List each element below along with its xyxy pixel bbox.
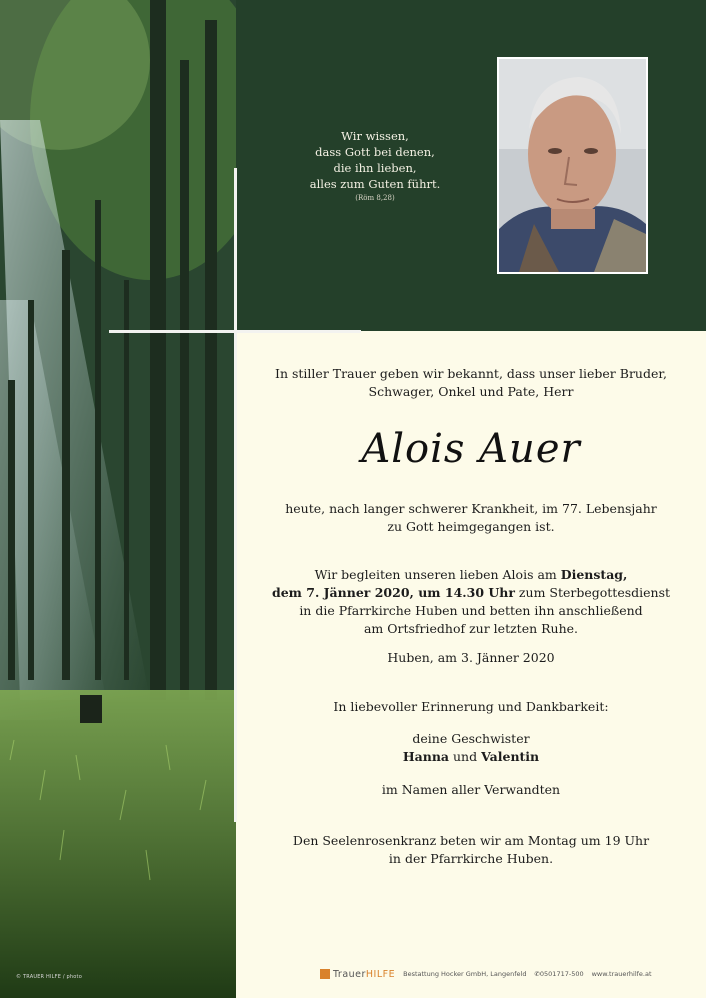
trauerhilfe-logo: [333, 969, 395, 980]
portrait-illustration: [499, 59, 646, 272]
siblings-intro: deine Geschwister: [412, 731, 530, 746]
verse-line: die ihn lieben,: [333, 161, 417, 175]
portrait-frame: [497, 57, 648, 274]
announcement-line: Schwager, Onkel und Pate, Herr: [368, 384, 574, 399]
sibling-name: Valentin: [481, 749, 540, 764]
verse-reference: (Röm 8,28): [355, 194, 395, 202]
website-link[interactable]: www.trauerhilfe.at: [591, 970, 652, 978]
remembrance: In liebevoller Erinnerung und Dankbarkeit:: [333, 699, 609, 714]
announcement: [246, 365, 696, 401]
funeral-day: Dienstag,: [560, 567, 628, 582]
funeral-intro: Wir begleiten unseren lieben Alois am: [314, 567, 561, 582]
portrait-photo: [499, 59, 646, 272]
verse-line: dass Gott bei denen,: [315, 145, 435, 159]
trauerhilfe-logo-icon: [320, 969, 330, 979]
phone-number: ✆0501717-500: [534, 970, 584, 978]
logo-text-part2: HILFE: [365, 968, 396, 980]
verse-line: Wir wissen,: [341, 129, 409, 143]
company-name: Bestattung Hocker GmbH, Langenfeld: [403, 970, 527, 978]
logo-text-part1: Trauer: [333, 968, 366, 980]
deceased-name: Alois Auer: [361, 426, 581, 472]
rosary-notice: [246, 832, 696, 868]
funeral-date: dem 7. Jänner 2020, um 14.30 Uhr: [271, 585, 515, 600]
sibling-name: Hanna: [402, 749, 450, 764]
funeral-details: [246, 566, 696, 638]
funeral-service: zum Sterbegottesdienst: [514, 585, 671, 600]
verse-line: alles zum Guten führt.: [309, 177, 441, 191]
siblings-names: [246, 748, 696, 766]
passing-line: heute, nach langer schwerer Krankheit, im 77. Lebensjahr: [285, 501, 657, 516]
passing-notice: [246, 500, 696, 536]
rosary-line: Den Seelenrosenkranz beten wir am Montag um 19 Uhr: [292, 833, 650, 848]
passing-line: zu Gott heimgegangen ist.: [387, 519, 555, 534]
funeral-line-4: am Ortsfriedhof zur letzten Ruhe.: [363, 621, 579, 636]
place-date: Huben, am 3. Jänner 2020: [387, 650, 555, 665]
funeral-line-1: [246, 566, 696, 584]
cross-horizontal-line: [109, 330, 361, 333]
relatives: im Namen aller Verwandten: [381, 782, 561, 797]
bible-verse: [300, 128, 450, 204]
forest-illustration: [0, 0, 236, 998]
footer: [320, 968, 652, 980]
announcement-line: In stiller Trauer geben wir bekannt, dass unser lieber Bruder,: [275, 366, 667, 381]
siblings-connector: und: [449, 749, 482, 764]
funeral-line-2: [246, 584, 696, 602]
forest-photo: [0, 0, 236, 998]
funeral-line-3: in die Pfarrkirche Huben und betten ihn anschließend: [299, 603, 643, 618]
rosary-line: in der Pfarrkirche Huben.: [388, 851, 554, 866]
siblings: [246, 730, 696, 766]
cross-vertical-line: [234, 168, 237, 822]
photo-credit: © TRAUER HILFE / photo: [16, 974, 82, 980]
